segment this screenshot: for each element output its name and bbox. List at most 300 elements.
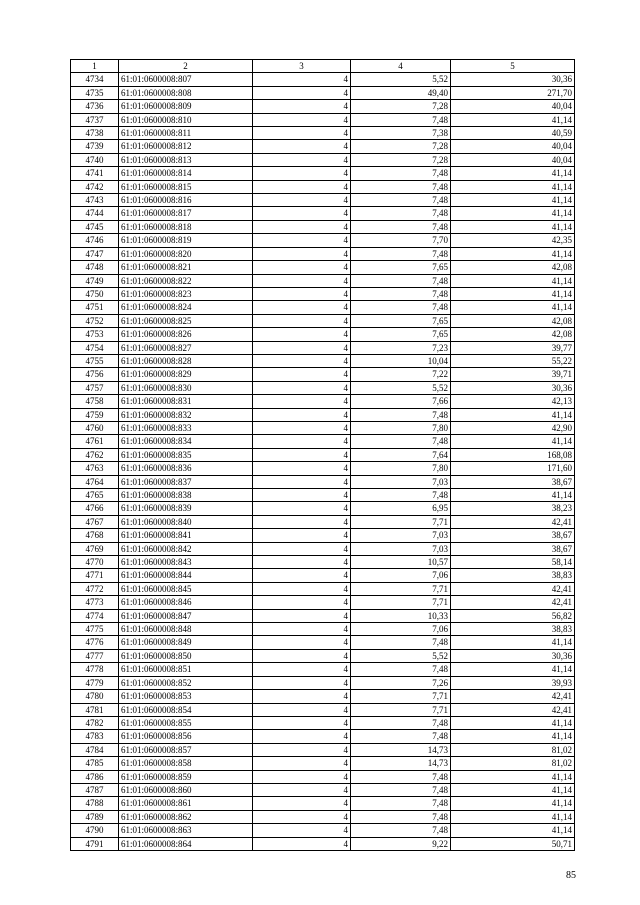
table-cell-col-3: 4 — [253, 73, 351, 86]
table-cell-col-4: 7,48 — [351, 435, 451, 448]
table-cell-col-2: 61:01:0600008:821 — [119, 261, 253, 274]
table-cell-col-1: 4742 — [71, 180, 119, 193]
table-cell-col-3: 4 — [253, 475, 351, 488]
table-row — [71, 703, 575, 716]
table-cell-col-1: 4751 — [71, 301, 119, 314]
table-cell-col-1: 4738 — [71, 127, 119, 140]
table-cell-col-3: 4 — [253, 810, 351, 823]
table-cell-col-4: 7,71 — [351, 690, 451, 703]
table-cell-col-1: 4735 — [71, 86, 119, 99]
table-cell-col-2: 61:01:0600008:815 — [119, 180, 253, 193]
table-cell-col-3: 4 — [253, 556, 351, 569]
table-body — [71, 73, 575, 851]
table-cell-col-1: 4766 — [71, 502, 119, 515]
table-cell-col-5: 81,02 — [451, 757, 575, 770]
table-cell-col-4: 7,65 — [351, 328, 451, 341]
table-cell-col-5: 41,14 — [451, 770, 575, 783]
table-cell-col-5: 38,83 — [451, 623, 575, 636]
column-header-5: 5 — [451, 60, 575, 73]
table-cell-col-3: 4 — [253, 180, 351, 193]
table-cell-col-2: 61:01:0600008:845 — [119, 582, 253, 595]
table-cell-col-5: 40,59 — [451, 127, 575, 140]
table-cell-col-1: 4761 — [71, 435, 119, 448]
table-cell-col-3: 4 — [253, 167, 351, 180]
table-row — [71, 328, 575, 341]
table-cell-col-4: 7,48 — [351, 824, 451, 837]
table-cell-col-4: 7,03 — [351, 475, 451, 488]
table-cell-col-4: 7,48 — [351, 636, 451, 649]
table-cell-col-4: 7,22 — [351, 368, 451, 381]
table-cell-col-2: 61:01:0600008:826 — [119, 328, 253, 341]
table-cell-col-1: 4771 — [71, 569, 119, 582]
table-cell-col-1: 4734 — [71, 73, 119, 86]
table-cell-col-3: 4 — [253, 287, 351, 300]
table-row — [71, 421, 575, 434]
table-cell-col-5: 38,67 — [451, 475, 575, 488]
table-cell-col-1: 4778 — [71, 663, 119, 676]
table-cell-col-1: 4736 — [71, 100, 119, 113]
table-cell-col-5: 41,14 — [451, 810, 575, 823]
table-cell-col-1: 4755 — [71, 354, 119, 367]
table-cell-col-2: 61:01:0600008:854 — [119, 703, 253, 716]
table-row — [71, 609, 575, 622]
table-cell-col-5: 171,60 — [451, 462, 575, 475]
table-cell-col-2: 61:01:0600008:853 — [119, 690, 253, 703]
table-cell-col-4: 7,48 — [351, 489, 451, 502]
table-row — [71, 354, 575, 367]
table-cell-col-5: 41,14 — [451, 247, 575, 260]
table-cell-col-3: 4 — [253, 448, 351, 461]
table-cell-col-4: 7,70 — [351, 234, 451, 247]
table-cell-col-1: 4746 — [71, 234, 119, 247]
table-cell-col-2: 61:01:0600008:830 — [119, 381, 253, 394]
table-cell-col-4: 7,28 — [351, 140, 451, 153]
table-cell-col-2: 61:01:0600008:837 — [119, 475, 253, 488]
table-cell-col-2: 61:01:0600008:862 — [119, 810, 253, 823]
table-cell-col-1: 4740 — [71, 153, 119, 166]
table-cell-col-3: 4 — [253, 220, 351, 233]
table-row — [71, 475, 575, 488]
table-cell-col-4: 7,64 — [351, 448, 451, 461]
table-row — [71, 757, 575, 770]
table-row — [71, 314, 575, 327]
table-cell-col-3: 4 — [253, 314, 351, 327]
table-cell-col-5: 41,14 — [451, 489, 575, 502]
table-cell-col-1: 4758 — [71, 395, 119, 408]
table-cell-col-5: 38,23 — [451, 502, 575, 515]
table-cell-col-3: 4 — [253, 569, 351, 582]
table-cell-col-3: 4 — [253, 596, 351, 609]
table-cell-col-4: 5,52 — [351, 649, 451, 662]
table-cell-col-2: 61:01:0600008:834 — [119, 435, 253, 448]
table-cell-col-5: 30,36 — [451, 381, 575, 394]
table-row — [71, 489, 575, 502]
table-cell-col-4: 7,48 — [351, 301, 451, 314]
table-row — [71, 220, 575, 233]
table-cell-col-1: 4784 — [71, 743, 119, 756]
column-header-4: 4 — [351, 60, 451, 73]
table-row — [71, 274, 575, 287]
table-cell-col-1: 4763 — [71, 462, 119, 475]
table-cell-col-4: 7,65 — [351, 261, 451, 274]
table-cell-col-4: 7,65 — [351, 314, 451, 327]
table-cell-col-3: 4 — [253, 743, 351, 756]
table-cell-col-2: 61:01:0600008:809 — [119, 100, 253, 113]
table-cell-col-4: 7,48 — [351, 730, 451, 743]
table-cell-col-1: 4756 — [71, 368, 119, 381]
table-cell-col-4: 7,48 — [351, 180, 451, 193]
table-cell-col-1: 4791 — [71, 837, 119, 850]
table-cell-col-5: 39,71 — [451, 368, 575, 381]
table-cell-col-1: 4745 — [71, 220, 119, 233]
table-cell-col-3: 4 — [253, 247, 351, 260]
column-header-2: 2 — [119, 60, 253, 73]
table-cell-col-2: 61:01:0600008:859 — [119, 770, 253, 783]
table-cell-col-4: 10,57 — [351, 556, 451, 569]
table-cell-col-2: 61:01:0600008:822 — [119, 274, 253, 287]
table-cell-col-2: 61:01:0600008:823 — [119, 287, 253, 300]
table-cell-col-4: 7,06 — [351, 569, 451, 582]
table-cell-col-2: 61:01:0600008:832 — [119, 408, 253, 421]
table-cell-col-1: 4757 — [71, 381, 119, 394]
table-row — [71, 797, 575, 810]
table-cell-col-3: 4 — [253, 730, 351, 743]
table-cell-col-1: 4787 — [71, 783, 119, 796]
table-cell-col-2: 61:01:0600008:836 — [119, 462, 253, 475]
table-cell-col-5: 39,93 — [451, 676, 575, 689]
table-row — [71, 86, 575, 99]
table-cell-col-2: 61:01:0600008:838 — [119, 489, 253, 502]
table-cell-col-4: 10,04 — [351, 354, 451, 367]
table-cell-col-3: 4 — [253, 609, 351, 622]
table-cell-col-3: 4 — [253, 194, 351, 207]
table-cell-col-3: 4 — [253, 529, 351, 542]
table-cell-col-3: 4 — [253, 274, 351, 287]
table-row — [71, 207, 575, 220]
table-cell-col-2: 61:01:0600008:831 — [119, 395, 253, 408]
table-row — [71, 287, 575, 300]
table-cell-col-3: 4 — [253, 421, 351, 434]
table-cell-col-5: 42,08 — [451, 261, 575, 274]
table-cell-col-4: 7,48 — [351, 783, 451, 796]
table-cell-col-3: 4 — [253, 113, 351, 126]
table-cell-col-1: 4748 — [71, 261, 119, 274]
table-cell-col-5: 42,90 — [451, 421, 575, 434]
table-cell-col-4: 49,40 — [351, 86, 451, 99]
table-cell-col-1: 4764 — [71, 475, 119, 488]
table-cell-col-5: 40,04 — [451, 140, 575, 153]
table-row — [71, 596, 575, 609]
table-cell-col-4: 14,73 — [351, 757, 451, 770]
table-cell-col-5: 38,67 — [451, 529, 575, 542]
table-row — [71, 770, 575, 783]
table-cell-col-4: 7,48 — [351, 113, 451, 126]
table-cell-col-1: 4772 — [71, 582, 119, 595]
table-cell-col-2: 61:01:0600008:856 — [119, 730, 253, 743]
table-row — [71, 153, 575, 166]
table-cell-col-4: 7,48 — [351, 770, 451, 783]
table-cell-col-2: 61:01:0600008:848 — [119, 623, 253, 636]
table-cell-col-5: 41,14 — [451, 167, 575, 180]
table-row — [71, 247, 575, 260]
table-cell-col-4: 7,28 — [351, 153, 451, 166]
table-cell-col-3: 4 — [253, 690, 351, 703]
table-cell-col-3: 4 — [253, 757, 351, 770]
table-row — [71, 261, 575, 274]
table-cell-col-4: 9,22 — [351, 837, 451, 850]
table-cell-col-5: 41,14 — [451, 636, 575, 649]
table-cell-col-2: 61:01:0600008:816 — [119, 194, 253, 207]
table-row — [71, 783, 575, 796]
table-row — [71, 636, 575, 649]
table-cell-col-2: 61:01:0600008:833 — [119, 421, 253, 434]
table-cell-col-4: 7,71 — [351, 515, 451, 528]
table-cell-col-3: 4 — [253, 663, 351, 676]
table-cell-col-5: 41,14 — [451, 730, 575, 743]
table-row — [71, 113, 575, 126]
table-cell-col-2: 61:01:0600008:844 — [119, 569, 253, 582]
table-cell-col-2: 61:01:0600008:851 — [119, 663, 253, 676]
table-row — [71, 663, 575, 676]
table-cell-col-4: 7,80 — [351, 462, 451, 475]
table-cell-col-1: 4777 — [71, 649, 119, 662]
table-cell-col-3: 4 — [253, 703, 351, 716]
table-cell-col-4: 5,52 — [351, 73, 451, 86]
table-cell-col-1: 4754 — [71, 341, 119, 354]
table-cell-col-3: 4 — [253, 153, 351, 166]
table-cell-col-5: 41,14 — [451, 824, 575, 837]
table-cell-col-5: 41,14 — [451, 274, 575, 287]
table-cell-col-4: 7,71 — [351, 596, 451, 609]
table-cell-col-5: 50,71 — [451, 837, 575, 850]
table-cell-col-4: 7,48 — [351, 274, 451, 287]
table-cell-col-5: 40,04 — [451, 100, 575, 113]
table-cell-col-5: 42,08 — [451, 314, 575, 327]
table-cell-col-3: 4 — [253, 100, 351, 113]
table-cell-col-4: 7,66 — [351, 395, 451, 408]
table-cell-col-3: 4 — [253, 368, 351, 381]
table-cell-col-1: 4769 — [71, 542, 119, 555]
table-cell-col-5: 41,14 — [451, 180, 575, 193]
table-row — [71, 341, 575, 354]
table-cell-col-4: 7,03 — [351, 529, 451, 542]
table-row — [71, 569, 575, 582]
table-cell-col-3: 4 — [253, 716, 351, 729]
table-cell-col-2: 61:01:0600008:808 — [119, 86, 253, 99]
table-cell-col-3: 4 — [253, 649, 351, 662]
table-row — [71, 140, 575, 153]
table-cell-col-3: 4 — [253, 341, 351, 354]
table-cell-col-3: 4 — [253, 127, 351, 140]
table-row — [71, 824, 575, 837]
table-cell-col-2: 61:01:0600008:817 — [119, 207, 253, 220]
table-row — [71, 395, 575, 408]
table-row — [71, 234, 575, 247]
table-row — [71, 127, 575, 140]
table-cell-col-5: 41,14 — [451, 220, 575, 233]
table-cell-col-4: 7,48 — [351, 207, 451, 220]
column-header-1: 1 — [71, 60, 119, 73]
table-row — [71, 408, 575, 421]
table-cell-col-5: 42,35 — [451, 234, 575, 247]
table-cell-col-3: 4 — [253, 381, 351, 394]
table-row — [71, 180, 575, 193]
table-row — [71, 743, 575, 756]
table-cell-col-2: 61:01:0600008:839 — [119, 502, 253, 515]
page-number: 85 — [566, 870, 576, 881]
table-cell-col-2: 61:01:0600008:863 — [119, 824, 253, 837]
table-cell-col-3: 4 — [253, 261, 351, 274]
table-cell-col-2: 61:01:0600008:829 — [119, 368, 253, 381]
table-row — [71, 368, 575, 381]
table-cell-col-2: 61:01:0600008:812 — [119, 140, 253, 153]
table-cell-col-2: 61:01:0600008:846 — [119, 596, 253, 609]
table-row — [71, 73, 575, 86]
table-cell-col-4: 7,23 — [351, 341, 451, 354]
table-cell-col-4: 7,03 — [351, 542, 451, 555]
table-cell-col-4: 7,48 — [351, 810, 451, 823]
table-cell-col-3: 4 — [253, 328, 351, 341]
table-row — [71, 556, 575, 569]
table-cell-col-1: 4743 — [71, 194, 119, 207]
table-cell-col-2: 61:01:0600008:861 — [119, 797, 253, 810]
table-cell-col-3: 4 — [253, 837, 351, 850]
table-cell-col-1: 4760 — [71, 421, 119, 434]
table-cell-col-2: 61:01:0600008:843 — [119, 556, 253, 569]
table-row — [71, 690, 575, 703]
table-cell-col-3: 4 — [253, 502, 351, 515]
table-cell-col-1: 4781 — [71, 703, 119, 716]
table-cell-col-1: 4780 — [71, 690, 119, 703]
table-cell-col-3: 4 — [253, 770, 351, 783]
table-cell-col-3: 4 — [253, 435, 351, 448]
table-cell-col-5: 41,14 — [451, 435, 575, 448]
column-header-3: 3 — [253, 60, 351, 73]
table-cell-col-1: 4768 — [71, 529, 119, 542]
table-cell-col-5: 41,14 — [451, 287, 575, 300]
table-cell-col-2: 61:01:0600008:814 — [119, 167, 253, 180]
table-cell-col-4: 7,48 — [351, 194, 451, 207]
table-cell-col-4: 7,80 — [351, 421, 451, 434]
table-cell-col-2: 61:01:0600008:858 — [119, 757, 253, 770]
table-cell-col-1: 4789 — [71, 810, 119, 823]
table-cell-col-5: 81,02 — [451, 743, 575, 756]
table-cell-col-1: 4770 — [71, 556, 119, 569]
table-cell-col-5: 41,14 — [451, 716, 575, 729]
table-cell-col-3: 4 — [253, 623, 351, 636]
table-cell-col-4: 7,48 — [351, 663, 451, 676]
table-cell-col-2: 61:01:0600008:828 — [119, 354, 253, 367]
table-cell-col-5: 168,08 — [451, 448, 575, 461]
table-cell-col-4: 10,33 — [351, 609, 451, 622]
table-row — [71, 515, 575, 528]
data-table — [70, 59, 575, 851]
table-cell-col-4: 7,48 — [351, 247, 451, 260]
table-cell-col-2: 61:01:0600008:819 — [119, 234, 253, 247]
table-row — [71, 462, 575, 475]
table-cell-col-4: 7,06 — [351, 623, 451, 636]
table-cell-col-5: 55,22 — [451, 354, 575, 367]
table-cell-col-1: 4785 — [71, 757, 119, 770]
table-cell-col-5: 42,41 — [451, 582, 575, 595]
table-cell-col-1: 4759 — [71, 408, 119, 421]
table-row — [71, 716, 575, 729]
table-cell-col-5: 56,82 — [451, 609, 575, 622]
table-row — [71, 194, 575, 207]
table-cell-col-5: 41,14 — [451, 113, 575, 126]
table-row — [71, 730, 575, 743]
table-cell-col-5: 30,36 — [451, 649, 575, 662]
table-cell-col-5: 39,77 — [451, 341, 575, 354]
table-cell-col-5: 38,67 — [451, 542, 575, 555]
table-cell-col-3: 4 — [253, 797, 351, 810]
table-row — [71, 301, 575, 314]
table-cell-col-3: 4 — [253, 582, 351, 595]
table-cell-col-3: 4 — [253, 783, 351, 796]
table-cell-col-2: 61:01:0600008:840 — [119, 515, 253, 528]
table-row — [71, 676, 575, 689]
table-cell-col-5: 42,41 — [451, 596, 575, 609]
table-cell-col-2: 61:01:0600008:860 — [119, 783, 253, 796]
table-cell-col-4: 7,48 — [351, 797, 451, 810]
table-cell-col-3: 4 — [253, 636, 351, 649]
table-cell-col-5: 30,36 — [451, 73, 575, 86]
table-cell-col-2: 61:01:0600008:852 — [119, 676, 253, 689]
table-cell-col-1: 4774 — [71, 609, 119, 622]
table-cell-col-1: 4739 — [71, 140, 119, 153]
table-cell-col-1: 4765 — [71, 489, 119, 502]
table-row — [71, 448, 575, 461]
table-cell-col-4: 5,52 — [351, 381, 451, 394]
table-cell-col-4: 7,71 — [351, 582, 451, 595]
table-cell-col-4: 7,48 — [351, 220, 451, 233]
table-cell-col-2: 61:01:0600008:842 — [119, 542, 253, 555]
table-cell-col-1: 4747 — [71, 247, 119, 260]
table-cell-col-2: 61:01:0600008:864 — [119, 837, 253, 850]
table-cell-col-1: 4737 — [71, 113, 119, 126]
table-cell-col-1: 4741 — [71, 167, 119, 180]
table-cell-col-3: 4 — [253, 542, 351, 555]
table-cell-col-1: 4767 — [71, 515, 119, 528]
table-cell-col-4: 7,28 — [351, 100, 451, 113]
table-cell-col-4: 7,48 — [351, 408, 451, 421]
table-cell-col-2: 61:01:0600008:820 — [119, 247, 253, 260]
table-cell-col-2: 61:01:0600008:825 — [119, 314, 253, 327]
table-cell-col-3: 4 — [253, 395, 351, 408]
table-cell-col-2: 61:01:0600008:818 — [119, 220, 253, 233]
table-cell-col-3: 4 — [253, 824, 351, 837]
table-cell-col-5: 271,70 — [451, 86, 575, 99]
table-cell-col-1: 4752 — [71, 314, 119, 327]
table-cell-col-3: 4 — [253, 515, 351, 528]
table-cell-col-2: 61:01:0600008:807 — [119, 73, 253, 86]
table-cell-col-2: 61:01:0600008:855 — [119, 716, 253, 729]
table-row — [71, 100, 575, 113]
table-cell-col-5: 42,41 — [451, 515, 575, 528]
table-cell-col-5: 41,14 — [451, 783, 575, 796]
table-cell-col-5: 41,14 — [451, 663, 575, 676]
table-cell-col-2: 61:01:0600008:824 — [119, 301, 253, 314]
table-cell-col-4: 7,26 — [351, 676, 451, 689]
table-cell-col-2: 61:01:0600008:811 — [119, 127, 253, 140]
table-cell-col-5: 42,08 — [451, 328, 575, 341]
table-cell-col-2: 61:01:0600008:849 — [119, 636, 253, 649]
table-cell-col-1: 4744 — [71, 207, 119, 220]
table-cell-col-1: 4773 — [71, 596, 119, 609]
table-cell-col-2: 61:01:0600008:810 — [119, 113, 253, 126]
table-cell-col-1: 4788 — [71, 797, 119, 810]
table-cell-col-3: 4 — [253, 408, 351, 421]
